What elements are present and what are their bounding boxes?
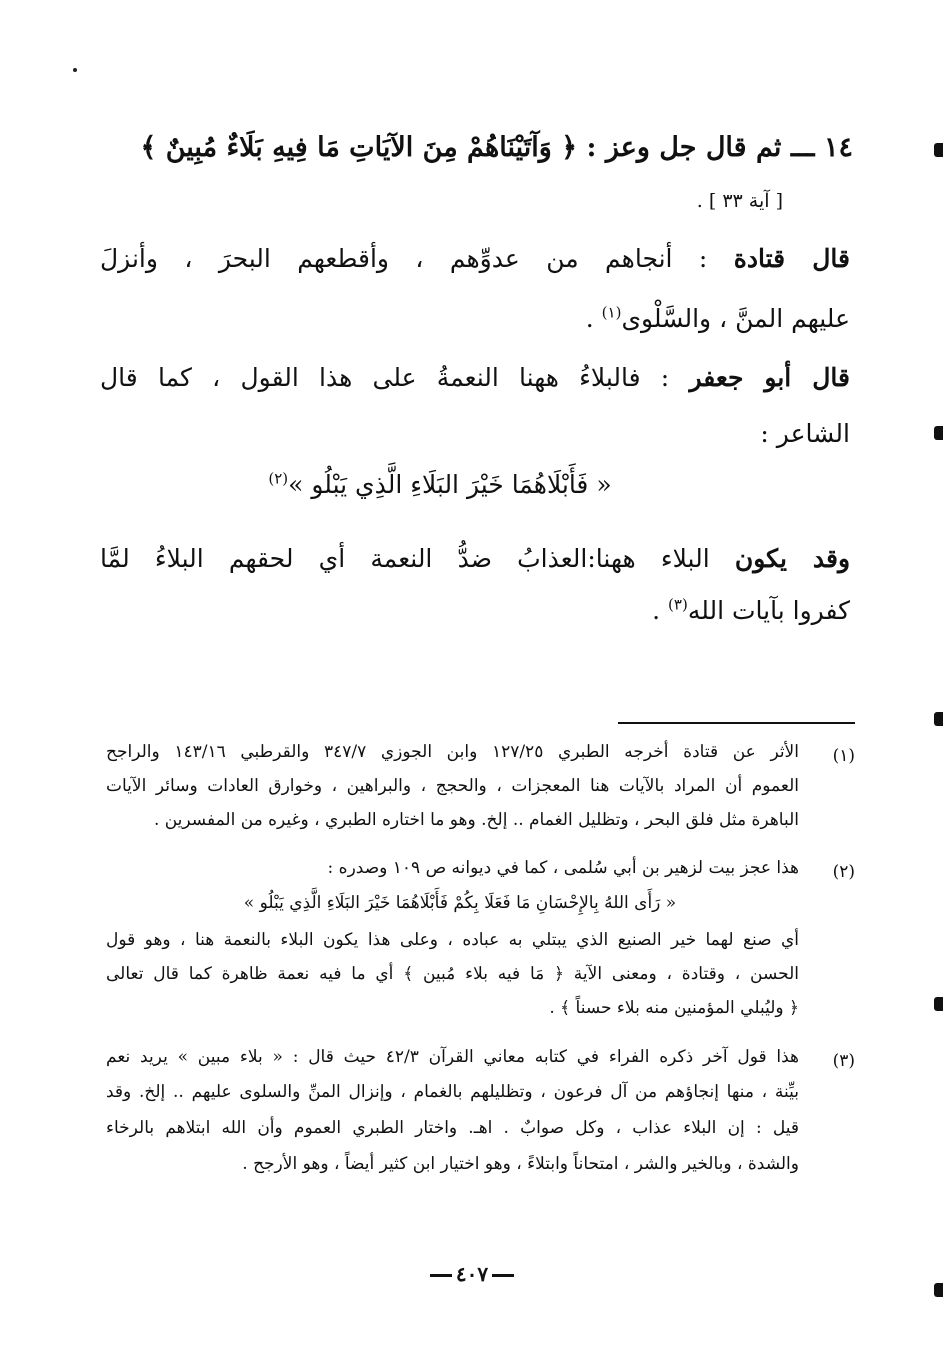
paragraph-2-line-2	[100, 420, 850, 449]
footnote-2-number: (٢)	[832, 862, 855, 882]
paragraph-3-text-1: البلاء ههنا:العذابُ ضدُّ النعمة أي لحقهم البلاءُ لمَّا	[100, 544, 710, 573]
paragraph-2-text-2: الشاعر :	[760, 419, 850, 448]
paragraph-3-line-2	[100, 597, 850, 626]
footnote-separator	[618, 722, 855, 724]
poem-verse-text: « فَأَبْلَاهُمَا خَيْرَ البَلَاءِ الَّذِي يَبْلُو »	[288, 470, 612, 499]
footnote-ref-2: (٢)	[268, 469, 289, 488]
footnote-1-line-2: العموم أن المراد بالآيات هنا المعجزات ، والحجج ، والبراهين ، وخوارق العادات وسائر الآيات	[106, 776, 799, 796]
footnote-3-line-1: هذا قول آخر ذكره الفراء في كتابه معاني القرآن ٤٢/٣ حيث قال : « بلاء مبين » يريد نعم	[106, 1047, 799, 1067]
paragraph-3-end: .	[652, 596, 669, 625]
footnote-3-line-4: والشدة ، وبالخير والشر ، امتحاناً وابتلاءً ، وهو اختيار ابن كثير أيضاً ، وهو الأرجح .	[242, 1154, 799, 1174]
speaker-wa-qad-yakun: وقد يكون	[734, 544, 851, 573]
paragraph-1-end: .	[585, 304, 602, 333]
edge-mark	[934, 143, 943, 157]
speaker-abu-jafar: قال أبو جعفر	[689, 363, 850, 392]
footnote-3-number: (٣)	[832, 1051, 855, 1071]
section-heading: ١٤ ـــ ثم قال جل وعز : ﴿ وَآتَيْنَاهُمْ مِنَ الآيَاتِ مَا فِيهِ بَلَاءٌ مُبِينٌ ﴾	[140, 132, 853, 163]
footnote-2-intro: هذا عجز بيت لزهير بن أبي سُلمى ، كما في ديوانه ص ١٠٩ وصدره :	[327, 858, 799, 878]
edge-mark	[934, 997, 943, 1011]
footnote-ref-1: (١)	[601, 303, 622, 322]
ayah-reference: [ آية ٣٣ ] .	[696, 190, 783, 212]
footnote-3-line-2: بيِّنة ، منها إنجاؤهم من آل فرعون ، وتظليلهم بالغمام ، وإنزال المنِّ والسلوى عليهم .. إلخ. وقد	[106, 1082, 799, 1102]
poem-verse	[250, 470, 630, 499]
paragraph-2-text-1: : فالبلاءُ ههنا النعمةُ على هذا القول ، كما قال	[100, 363, 670, 392]
edge-mark	[934, 712, 943, 726]
footnote-1-line-3: الباهرة مثل فلق البحر ، وتظليل الغمام .. إلخ. وهو ما اختاره الطبري ، وغيره من المفسرين .	[153, 810, 799, 830]
paragraph-1-text-1: : أنجاهم من عدوِّهم ، وأقطعهم البحرَ ، وأنزلَ	[100, 244, 708, 273]
page-number: ٤٠٧	[420, 1262, 524, 1286]
footnote-1-line-1: الأثر عن قتادة أخرجه الطبري ١٢٧/٢٥ وابن الجوزي ٣٤٧/٧ والقرطبي ١٤٣/١٦ والراجح	[106, 742, 799, 762]
footnote-2-line-2: الحسن ، وقتادة ، ومعنى الآية ﴿ مَا فيه بلاء مُبين ﴾ أي ما فيه نعمة ظاهرة كما قال تعالى	[106, 964, 799, 984]
paragraph-1-line-1	[100, 245, 850, 274]
footnote-2-line-3: ﴿ وليُبلي المؤمنين منه بلاء حسناً ﴾ .	[549, 998, 799, 1018]
paragraph-3-text-2: كفروا بآيات الله	[687, 596, 850, 625]
paragraph-1-text-2: عليهم المنَّ ، والسَّلْوى	[621, 304, 850, 333]
footnote-2-verse: « رَأَى اللهُ بِالإِحْسَانِ مَا فَعَلَا بِكُمْ فَأَبْلَاهُمَا خَيْرَ البَلَاءِ الَّذِي يَبْلُو »	[243, 893, 677, 913]
footnote-3-line-3: قيل : إن البلاء عذاب ، وكل صوابٌ . اهـ. واختار الطبري العموم وأن الله ابتلاهم بالرخاء	[106, 1118, 799, 1138]
paragraph-3-line-1	[100, 545, 850, 574]
paragraph-1-line-2	[100, 305, 850, 334]
speaker-qatada: قال قتادة	[733, 244, 851, 273]
footnote-2-line-1: أي صنع لهما خير الصنيع الذي يبتلي به عباده ، وعلى هذا يكون البلاء بالنعمة هنا ، وهو قول	[106, 930, 799, 950]
paragraph-2-line-1	[100, 364, 850, 393]
footnote-1-number: (١)	[832, 746, 855, 766]
edge-mark	[934, 426, 943, 440]
speck-mark	[73, 68, 77, 72]
edge-mark	[934, 1283, 943, 1297]
footnote-ref-3: (٣)	[668, 595, 688, 614]
